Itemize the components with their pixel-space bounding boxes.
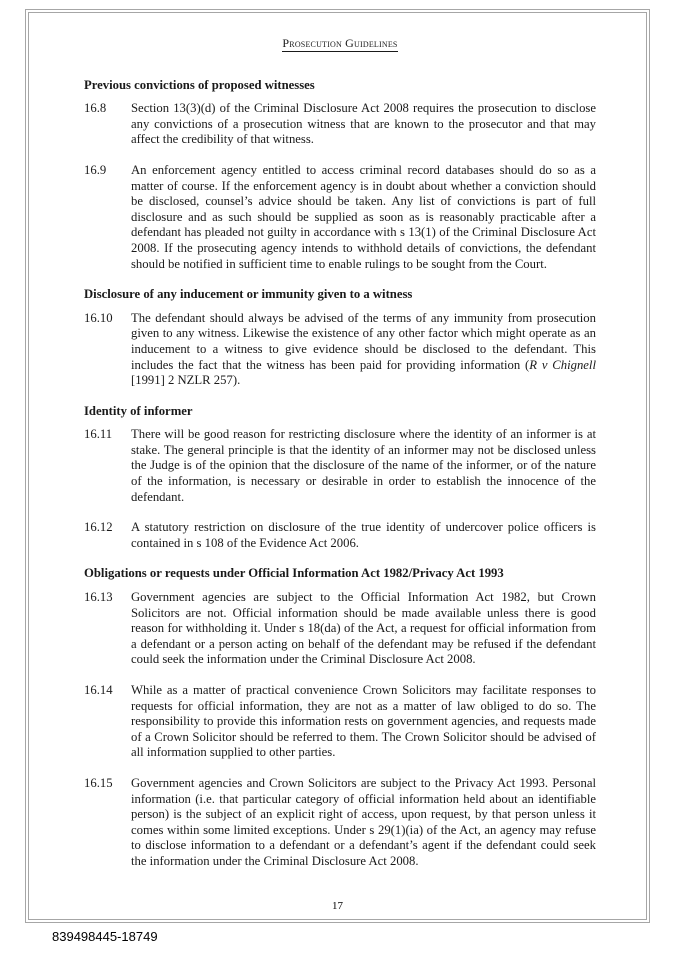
paragraph-number: 16.12 — [84, 520, 113, 535]
paragraph-16-11 — [84, 427, 596, 505]
section-previous-convictions — [84, 78, 596, 273]
paragraph-16-8 — [84, 101, 596, 148]
document-page — [84, 36, 596, 885]
section-heading: Previous convictions of proposed witnesses — [84, 77, 315, 92]
case-citation: R v Chignell — [529, 357, 596, 372]
paragraph-16-12 — [84, 520, 596, 551]
paragraph-text — [131, 311, 596, 389]
section-identity-of-informer — [84, 404, 596, 552]
section-heading: Disclosure of any inducement or immunity given to a witness — [84, 287, 413, 302]
paragraph-number: 16.15 — [84, 775, 113, 790]
paragraph-text: Government agencies are subject to the Official Information Act 1982, but Crown Solicitors are not. Official information should be made available unless there is good reason for withholding it. Under s 18(da) of the Act, a request for official information from a defendant or a person acting on behalf of the defendant may be refused if the defendant could seek the information under the Criminal Disclosure Act 2008. — [131, 590, 596, 667]
paragraph-number: 16.14 — [84, 683, 113, 697]
paragraph-16-10 — [84, 311, 596, 389]
paragraph-text-part: [1991] 2 NZLR 257). — [131, 373, 241, 388]
section-inducement-immunity — [84, 287, 596, 389]
paragraph-16-15 — [84, 776, 596, 870]
section-official-information — [84, 566, 596, 869]
page-number: 17 — [332, 900, 343, 912]
paragraph-number: 16.8 — [84, 101, 107, 116]
running-header-title: Prosecution Guidelines — [282, 36, 398, 50]
paragraph-number: 16.11 — [84, 427, 113, 442]
section-heading: Identity of informer — [84, 403, 193, 418]
paragraph-text-part: The defendant should always be advised of the terms of any immunity from prosecution given to any witness. Likewise the existence of any other factor which might operate as an inducement to a witness to give evidence should be disclosed to the defendant. This includes the fact that the witness has been paid for providing information ( — [131, 310, 596, 372]
paragraph-text: While as a matter of practical convenience Crown Solicitors may facilitate responses to requests for official information, they are not as a matter of law obliged to do so. The responsibility to provide this information rests on government agencies, and requests made of a Crown Solicitor should be referred to them. The Crown Solicitor should be advised of all information supplied to other parties. — [131, 683, 596, 760]
paragraph-text: An enforcement agency entitled to access criminal record databases should do so as a matter of course. If the enforcement agency is in doubt about whether a conviction should be disclosed, counsel’s advice should be taken. Any list of convictions is part of full disclosure and as such should be supplied as soon as is reasonably practicable after a defendant has pleaded not guilty in accordance with s 13(1) of the Criminal Disclosure Act 2008. If the prosecuting agency intends to withhold details of convictions, the defendant should be notified in sufficient time to enable rulings to be sought from the Court. — [131, 162, 596, 271]
paragraph-16-13 — [84, 590, 596, 668]
paragraph-16-14 — [84, 683, 596, 761]
running-header — [84, 36, 596, 52]
paragraph-16-9 — [84, 163, 596, 272]
section-heading: Obligations or requests under Official Information Act 1982/Privacy Act 1993 — [84, 566, 504, 581]
paragraph-text: Government agencies and Crown Solicitors are subject to the Privacy Act 1993. Personal information (i.e. that particular category of official information held about an identifiable person) is the subject of an explicit right of access, upon request, by that person unless it comes within some limited exceptions. Under s 29(1)(ia) of the Act, an agency may refuse to disclose information to a defendant or a defendant’s agent if the defendant could seek the information under the Criminal Disclosure Act 2008. — [131, 775, 596, 868]
paragraph-text: A statutory restriction on disclosure of the true identity of undercover police officers is contained in s 108 of the Evidence Act 2006. — [131, 520, 596, 550]
paragraph-text: There will be good reason for restricting disclosure where the identity of an informer is at stake. The general principle is that the identity of an informer may not be disclosed unless the Judge is of the opinion that the disclosure of the name of the informer, or of the nature of the information, is necessary or desirable in order to establish the innocence of the defendant. — [131, 427, 596, 504]
paragraph-number: 16.13 — [84, 590, 113, 605]
document-id: 839498445-18749 — [52, 929, 158, 944]
paragraph-text: Section 13(3)(d) of the Criminal Disclosure Act 2008 requires the prosecution to disclose any convictions of a prosecution witness that are known to the prosecutor and that may affect the credibility of that witness. — [131, 101, 596, 147]
paragraph-number: 16.9 — [84, 162, 107, 177]
paragraph-number: 16.10 — [84, 310, 113, 325]
